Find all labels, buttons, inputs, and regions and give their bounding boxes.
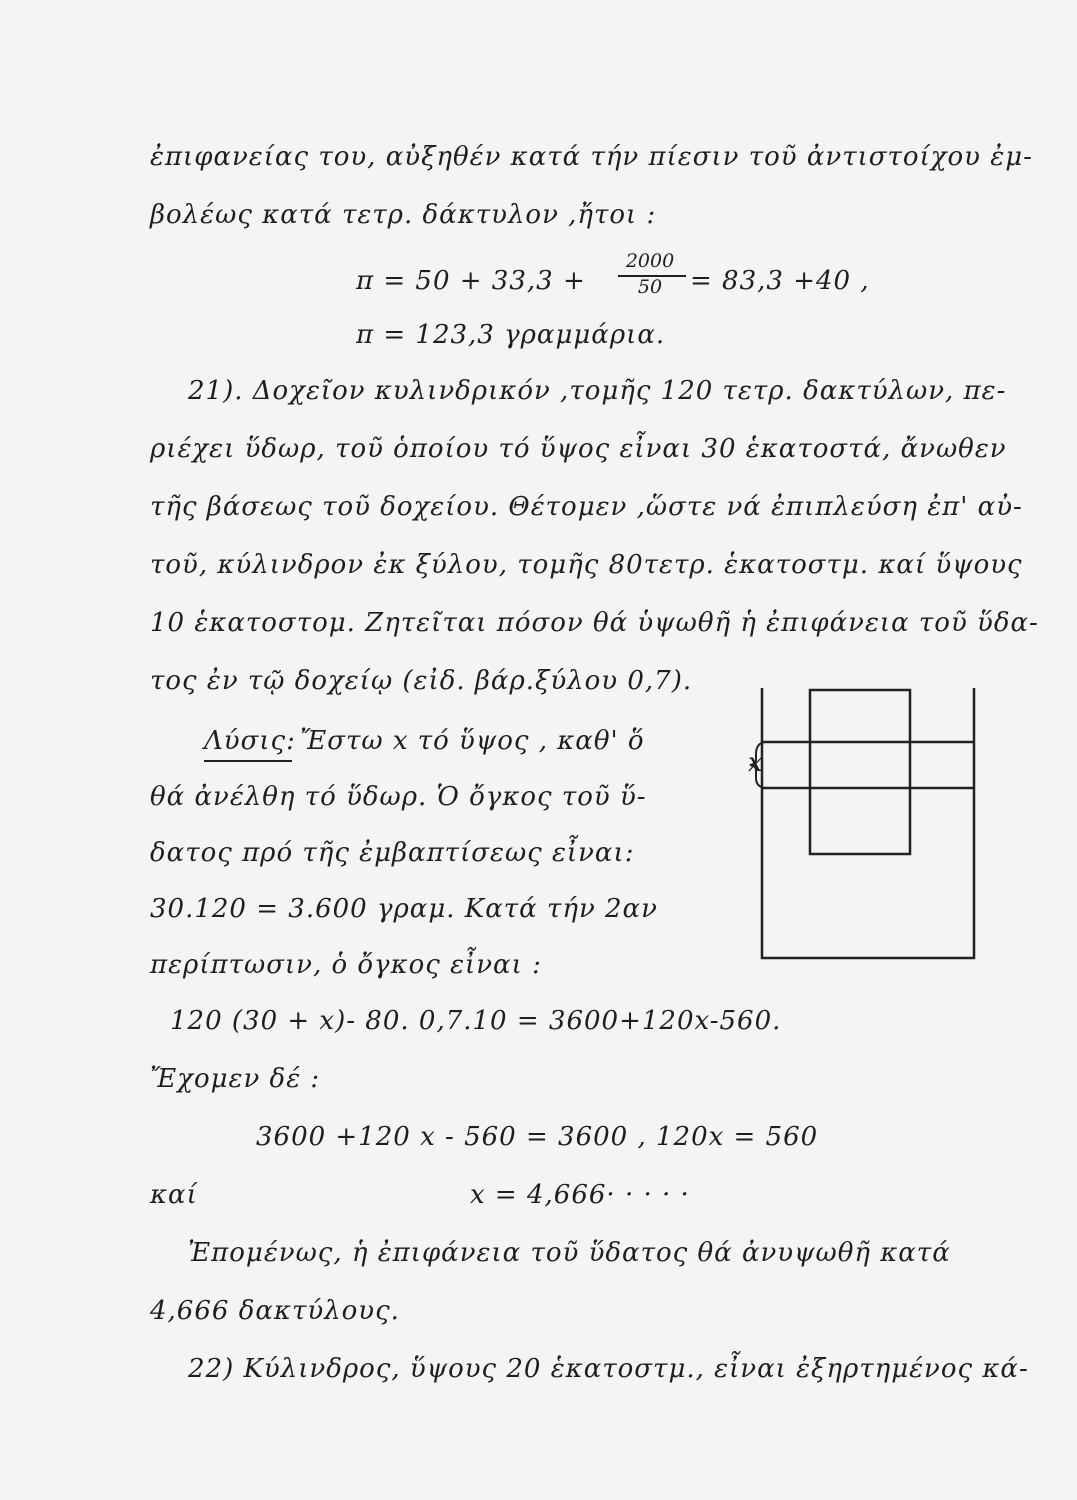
solution-label: Λύσις: [204, 726, 296, 756]
text-line-problem-22: 22) Κύλινδρος, ὕψους 20 ἑκατοστμ., εἶναι ἐξηρτημένος κά- [188, 1354, 1029, 1384]
text-line-21: 4,666 δακτύλους. [150, 1296, 400, 1326]
equation-volume: 120 (30 + x)- 80. 0,7.10 = 3600+120x-560. [170, 1006, 782, 1036]
text-line-problem-21: 21). Δοχεῖον κυλινδρικόν ,τομῆς 120 τετρ. δακτύλων, πε- [188, 376, 1007, 406]
container-diagram [740, 684, 990, 966]
equation-solve: 3600 +120 x - 560 = 3600 , 120x = 560 [256, 1122, 819, 1152]
diagram-label-x: x [748, 748, 764, 778]
equation-pi-part-a: π = 50 + 33,3 + [356, 266, 586, 296]
text-line-1: ἐπιφανείας του, αὐξηθέν κατά τήν πίεσιν τοῦ ἀντιστοίχου ἐμ- [150, 142, 1033, 172]
text-line-17: Ἔχομεν δέ : [150, 1064, 321, 1094]
text-line-10: τος ἐν τῷ δοχείῳ (εἰδ. βάρ.ξύλου 0,7). [150, 666, 693, 696]
fraction-numerator: 2000 [625, 250, 675, 272]
text-line-2: βολέως κατά τετρ. δάκτυλον ,ἤτοι : [150, 200, 657, 230]
solution-label-underline [204, 760, 292, 762]
text-line-20: Ἐπομένως, ἡ ἐπιφάνεια τοῦ ὕδατος θά ἀνυψωθῆ κατά [188, 1238, 951, 1268]
text-line-7: τῆς βάσεως τοῦ δοχείου. Θέτομεν ,ὥστε νά ἐπιπλεύση ἐπ' αὐ- [150, 492, 1023, 522]
text-line-11: Ἔστω x τό ὕψος , καθ' ὅ [300, 726, 645, 756]
text-line-6: ριέχει ὕδωρ, τοῦ ὁποίου τό ὕψος εἶναι 30 ἑκατοστά, ἄνωθεν [150, 434, 1007, 464]
text-line-15: περίπτωσιν, ὁ ὄγκος εἶναι : [150, 950, 542, 980]
equation-result-x: x = 4,666· · · · · [470, 1180, 690, 1210]
text-line-12: θά ἀνέλθη τό ὕδωρ. Ὁ ὄγκος τοῦ ὕ- [150, 782, 647, 812]
text-line-14: 30.120 = 3.600 γραμ. Κατά τήν 2αν [150, 894, 658, 924]
fraction-denominator: 50 [637, 276, 663, 298]
text-line-13: δατος πρό τῆς ἐμβαπτίσεως εἶναι: [150, 838, 635, 868]
equation-pi-part-b: = 83,3 +40 , [690, 266, 870, 296]
text-line-8: τοῦ, κύλινδρον ἐκ ξύλου, τομῆς 80τετρ. ἑκατοστμ. καί ὕψους [150, 550, 1023, 580]
container-outline [762, 688, 974, 958]
text-line-9: 10 ἑκατοστομ. Ζητεῖται πόσον θά ὑψωθῆ ἡ ἐπιφάνεια τοῦ ὕδα- [150, 608, 1039, 638]
text-line-19-kai: καί [150, 1180, 198, 1210]
floating-cylinder [810, 690, 910, 854]
equation-pi-result: π = 123,3 γραμμάρια. [356, 320, 666, 350]
